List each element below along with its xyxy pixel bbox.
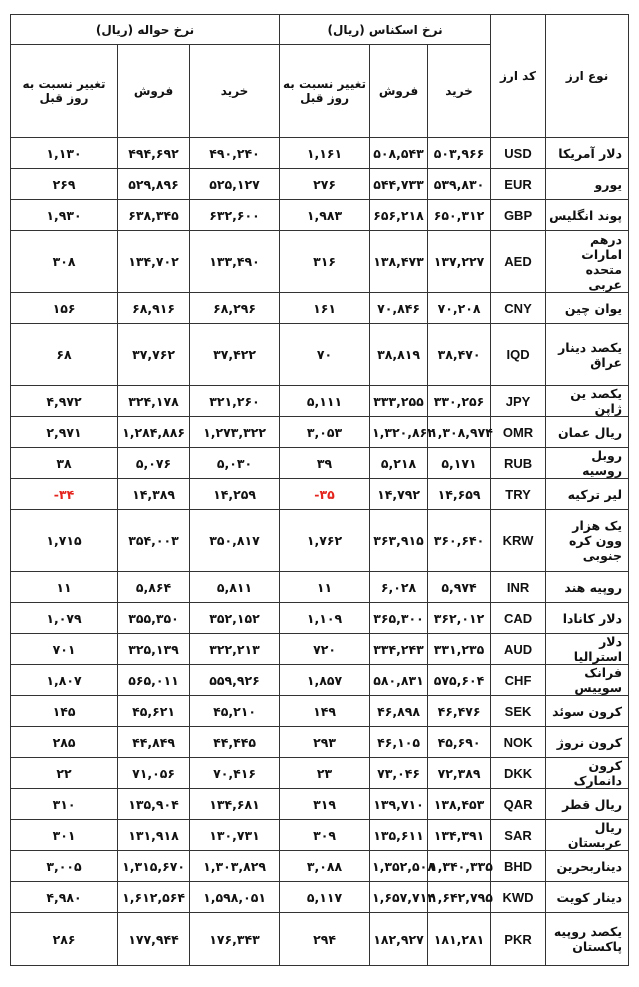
banknote-change-cell: ۵,۱۱۱ bbox=[280, 386, 370, 417]
banknote-sell-cell: ۱۸۲,۹۲۷ bbox=[370, 913, 428, 966]
transfer-sell-cell: ۷۱,۰۵۶ bbox=[118, 758, 190, 789]
header-banknote-rate: نرخ اسکناس (ریال) bbox=[280, 15, 491, 45]
transfer-buy-cell: ۱,۵۹۸,۰۵۱ bbox=[190, 882, 280, 913]
transfer-change-cell: ۱۴۵ bbox=[11, 696, 118, 727]
banknote-sell-cell: ۱,۳۵۲,۵۰۸ bbox=[370, 851, 428, 882]
header-currency-code: کد ارز bbox=[491, 15, 546, 138]
currency-code-cell: DKK bbox=[491, 758, 546, 789]
banknote-change-cell: ۲۳ bbox=[280, 758, 370, 789]
currency-code-cell: GBP bbox=[491, 200, 546, 231]
transfer-change-cell: ۱,۹۳۰ bbox=[11, 200, 118, 231]
table-row bbox=[11, 169, 629, 200]
transfer-sell-cell: ۶۳۸,۳۴۵ bbox=[118, 200, 190, 231]
header-transfer-sell: فروش bbox=[118, 45, 190, 138]
transfer-change-cell: ۳,۰۰۵ bbox=[11, 851, 118, 882]
banknote-change-cell: ۱,۸۵۷ bbox=[280, 665, 370, 696]
transfer-sell-cell: ۵۲۹,۸۹۶ bbox=[118, 169, 190, 200]
currency-name-cell: روبل روسیه bbox=[546, 448, 629, 479]
transfer-sell-cell: ۱۴,۳۸۹ bbox=[118, 479, 190, 510]
banknote-buy-cell: ۱۳۸,۴۵۳ bbox=[428, 789, 491, 820]
transfer-sell-cell: ۳۵۴,۰۰۳ bbox=[118, 510, 190, 572]
transfer-buy-cell: ۱۳۳,۴۹۰ bbox=[190, 231, 280, 293]
banknote-buy-cell: ۱۳۴,۳۹۱ bbox=[428, 820, 491, 851]
header-banknote-buy: خرید bbox=[428, 45, 491, 138]
transfer-change-cell: ۷۰۱ bbox=[11, 634, 118, 665]
banknote-sell-cell: ۷۳,۰۴۶ bbox=[370, 758, 428, 789]
currency-name-cell: یکصد روپیه پاکستان bbox=[546, 913, 629, 966]
banknote-sell-cell: ۳۶۳,۹۱۵ bbox=[370, 510, 428, 572]
banknote-sell-cell: ۴۶,۱۰۵ bbox=[370, 727, 428, 758]
transfer-sell-cell: ۴۹۴,۶۹۲ bbox=[118, 138, 190, 169]
rate-table-body bbox=[11, 138, 629, 966]
banknote-change-cell: ۷۲۰ bbox=[280, 634, 370, 665]
banknote-sell-cell: ۶۵۶,۲۱۸ bbox=[370, 200, 428, 231]
banknote-sell-cell: ۳۶۵,۳۰۰ bbox=[370, 603, 428, 634]
table-row bbox=[11, 634, 629, 665]
table-row bbox=[11, 789, 629, 820]
banknote-sell-cell: ۵۸۰,۸۳۱ bbox=[370, 665, 428, 696]
table-row bbox=[11, 386, 629, 417]
transfer-sell-cell: ۳۲۴,۱۷۸ bbox=[118, 386, 190, 417]
table-row bbox=[11, 572, 629, 603]
banknote-change-cell: ۷۰ bbox=[280, 324, 370, 386]
currency-name-cell: یوان چین bbox=[546, 293, 629, 324]
transfer-buy-cell: ۱,۲۷۳,۳۲۲ bbox=[190, 417, 280, 448]
banknote-buy-cell: ۱۳۷,۲۲۷ bbox=[428, 231, 491, 293]
currency-name-cell: پوند انگلیس bbox=[546, 200, 629, 231]
banknote-sell-cell: ۱۴,۷۹۲ bbox=[370, 479, 428, 510]
transfer-buy-cell: ۷۰,۴۱۶ bbox=[190, 758, 280, 789]
currency-code-cell: JPY bbox=[491, 386, 546, 417]
banknote-buy-cell: ۳۶۰,۶۴۰ bbox=[428, 510, 491, 572]
banknote-sell-cell: ۳۸,۸۱۹ bbox=[370, 324, 428, 386]
table-row bbox=[11, 293, 629, 324]
transfer-buy-cell: ۱۷۶,۳۴۳ bbox=[190, 913, 280, 966]
transfer-sell-cell: ۱,۳۱۵,۶۷۰ bbox=[118, 851, 190, 882]
banknote-sell-cell: ۱,۳۲۰,۸۶۲ bbox=[370, 417, 428, 448]
banknote-change-cell: ۱,۷۶۲ bbox=[280, 510, 370, 572]
banknote-buy-cell: ۷۲,۳۸۹ bbox=[428, 758, 491, 789]
currency-name-cell: یکصد دینار عراق bbox=[546, 324, 629, 386]
currency-name-cell: دیناربحرین bbox=[546, 851, 629, 882]
currency-code-cell: CHF bbox=[491, 665, 546, 696]
transfer-sell-cell: ۱۳۵,۹۰۴ bbox=[118, 789, 190, 820]
transfer-change-cell: ۳۱۰ bbox=[11, 789, 118, 820]
currency-code-cell: INR bbox=[491, 572, 546, 603]
transfer-change-cell: ۲۲ bbox=[11, 758, 118, 789]
currency-name-cell: دلار استرالیا bbox=[546, 634, 629, 665]
currency-code-cell: NOK bbox=[491, 727, 546, 758]
banknote-change-cell: ۲۹۴ bbox=[280, 913, 370, 966]
table-row bbox=[11, 820, 629, 851]
transfer-buy-cell: ۱۳۰,۷۳۱ bbox=[190, 820, 280, 851]
transfer-change-cell: ۳۰۸ bbox=[11, 231, 118, 293]
banknote-buy-cell: ۳۶۲,۰۱۲ bbox=[428, 603, 491, 634]
transfer-change-cell: ۴,۹۷۲ bbox=[11, 386, 118, 417]
transfer-change-cell: -۳۴ bbox=[11, 479, 118, 510]
banknote-buy-cell: ۱,۳۴۰,۳۳۵ bbox=[428, 851, 491, 882]
transfer-sell-cell: ۱۳۱,۹۱۸ bbox=[118, 820, 190, 851]
transfer-sell-cell: ۴۵,۶۲۱ bbox=[118, 696, 190, 727]
currency-code-cell: TRY bbox=[491, 479, 546, 510]
banknote-change-cell: ۳,۰۸۸ bbox=[280, 851, 370, 882]
transfer-buy-cell: ۵,۰۳۰ bbox=[190, 448, 280, 479]
banknote-change-cell: ۱۴۹ bbox=[280, 696, 370, 727]
currency-name-cell: ریال عمان bbox=[546, 417, 629, 448]
transfer-buy-cell: ۱۴,۲۵۹ bbox=[190, 479, 280, 510]
transfer-buy-cell: ۴۴,۴۴۵ bbox=[190, 727, 280, 758]
transfer-buy-cell: ۶۸,۲۹۶ bbox=[190, 293, 280, 324]
transfer-sell-cell: ۵,۸۶۴ bbox=[118, 572, 190, 603]
banknote-buy-cell: ۶۵۰,۳۱۲ bbox=[428, 200, 491, 231]
transfer-change-cell: ۱۵۶ bbox=[11, 293, 118, 324]
currency-code-cell: KWD bbox=[491, 882, 546, 913]
transfer-change-cell: ۴,۹۸۰ bbox=[11, 882, 118, 913]
transfer-change-cell: ۳۸ bbox=[11, 448, 118, 479]
currency-code-cell: EUR bbox=[491, 169, 546, 200]
header-banknote-change: تغییر نسبت به روز قبل bbox=[280, 45, 370, 138]
banknote-buy-cell: ۳۳۰,۲۵۶ bbox=[428, 386, 491, 417]
transfer-change-cell: ۳۰۱ bbox=[11, 820, 118, 851]
transfer-change-cell: ۲,۹۷۱ bbox=[11, 417, 118, 448]
transfer-sell-cell: ۵,۰۷۶ bbox=[118, 448, 190, 479]
transfer-change-cell: ۱,۱۳۰ bbox=[11, 138, 118, 169]
header-banknote-sell: فروش bbox=[370, 45, 428, 138]
currency-code-cell: PKR bbox=[491, 913, 546, 966]
transfer-change-cell: ۲۶۹ bbox=[11, 169, 118, 200]
currency-name-cell: کرون نروژ bbox=[546, 727, 629, 758]
currency-name-cell: روپیه هند bbox=[546, 572, 629, 603]
banknote-buy-cell: ۷۰,۲۰۸ bbox=[428, 293, 491, 324]
banknote-change-cell: ۲۷۶ bbox=[280, 169, 370, 200]
transfer-sell-cell: ۱,۶۱۲,۵۶۴ bbox=[118, 882, 190, 913]
currency-name-cell: کرون دانمارک bbox=[546, 758, 629, 789]
table-row bbox=[11, 231, 629, 293]
header-transfer-change: تغییر نسبت به روز قبل bbox=[11, 45, 118, 138]
currency-code-cell: AUD bbox=[491, 634, 546, 665]
table-row bbox=[11, 758, 629, 789]
banknote-change-cell: ۱,۱۶۱ bbox=[280, 138, 370, 169]
currency-name-cell: دلار کانادا bbox=[546, 603, 629, 634]
currency-code-cell: KRW bbox=[491, 510, 546, 572]
header-currency-type: نوع ارز bbox=[546, 15, 629, 138]
transfer-change-cell: ۲۸۶ bbox=[11, 913, 118, 966]
banknote-buy-cell: ۳۸,۴۷۰ bbox=[428, 324, 491, 386]
transfer-buy-cell: ۱,۳۰۳,۸۲۹ bbox=[190, 851, 280, 882]
transfer-buy-cell: ۶۳۲,۶۰۰ bbox=[190, 200, 280, 231]
transfer-sell-cell: ۱۷۷,۹۴۴ bbox=[118, 913, 190, 966]
transfer-buy-cell: ۵۵۹,۹۲۶ bbox=[190, 665, 280, 696]
banknote-change-cell: ۳۱۶ bbox=[280, 231, 370, 293]
currency-code-cell: QAR bbox=[491, 789, 546, 820]
transfer-sell-cell: ۵۶۵,۰۱۱ bbox=[118, 665, 190, 696]
currency-name-cell: درهم امارات متحده عربی bbox=[546, 231, 629, 293]
table-row bbox=[11, 665, 629, 696]
banknote-sell-cell: ۵,۲۱۸ bbox=[370, 448, 428, 479]
currency-code-cell: IQD bbox=[491, 324, 546, 386]
transfer-sell-cell: ۳۵۵,۳۵۰ bbox=[118, 603, 190, 634]
transfer-sell-cell: ۳۷,۷۶۲ bbox=[118, 324, 190, 386]
transfer-buy-cell: ۵۲۵,۱۲۷ bbox=[190, 169, 280, 200]
table-row bbox=[11, 324, 629, 386]
header-transfer-buy: خرید bbox=[190, 45, 280, 138]
transfer-sell-cell: ۳۲۵,۱۳۹ bbox=[118, 634, 190, 665]
banknote-buy-cell: ۴۵,۶۹۰ bbox=[428, 727, 491, 758]
banknote-buy-cell: ۱,۶۴۲,۷۹۵ bbox=[428, 882, 491, 913]
banknote-buy-cell: ۵,۱۷۱ bbox=[428, 448, 491, 479]
banknote-sell-cell: ۳۳۳,۲۵۵ bbox=[370, 386, 428, 417]
table-row bbox=[11, 479, 629, 510]
transfer-change-cell: ۱,۷۱۵ bbox=[11, 510, 118, 572]
table-row bbox=[11, 510, 629, 572]
banknote-change-cell: ۳۹ bbox=[280, 448, 370, 479]
currency-name-cell: یکصد ین ژاپن bbox=[546, 386, 629, 417]
exchange-rate-table bbox=[10, 14, 629, 966]
currency-code-cell: SEK bbox=[491, 696, 546, 727]
currency-code-cell: OMR bbox=[491, 417, 546, 448]
banknote-change-cell: ۵,۱۱۷ bbox=[280, 882, 370, 913]
table-row bbox=[11, 417, 629, 448]
table-row bbox=[11, 603, 629, 634]
currency-name-cell: فرانک سوییس bbox=[546, 665, 629, 696]
transfer-buy-cell: ۳۷,۴۲۲ bbox=[190, 324, 280, 386]
banknote-buy-cell: ۵۷۵,۶۰۴ bbox=[428, 665, 491, 696]
banknote-change-cell: ۱,۹۸۳ bbox=[280, 200, 370, 231]
banknote-buy-cell: ۱,۳۰۸,۹۷۴ bbox=[428, 417, 491, 448]
banknote-sell-cell: ۷۰,۸۴۶ bbox=[370, 293, 428, 324]
banknote-sell-cell: ۱۳۹,۷۱۰ bbox=[370, 789, 428, 820]
transfer-sell-cell: ۴۴,۸۴۹ bbox=[118, 727, 190, 758]
banknote-buy-cell: ۱۸۱,۲۸۱ bbox=[428, 913, 491, 966]
currency-name-cell: ریال قطر bbox=[546, 789, 629, 820]
banknote-sell-cell: ۶,۰۲۸ bbox=[370, 572, 428, 603]
currency-code-cell: RUB bbox=[491, 448, 546, 479]
currency-name-cell: لیر ترکیه bbox=[546, 479, 629, 510]
currency-name-cell: ریال عربستان bbox=[546, 820, 629, 851]
currency-name-cell: یک هزار وون کره جنوبی bbox=[546, 510, 629, 572]
transfer-sell-cell: ۱۳۴,۷۰۲ bbox=[118, 231, 190, 293]
currency-code-cell: BHD bbox=[491, 851, 546, 882]
banknote-sell-cell: ۵۴۴,۷۳۳ bbox=[370, 169, 428, 200]
transfer-change-cell: ۱,۰۷۹ bbox=[11, 603, 118, 634]
banknote-sell-cell: ۱۳۵,۶۱۱ bbox=[370, 820, 428, 851]
table-row bbox=[11, 448, 629, 479]
banknote-sell-cell: ۳۳۴,۲۴۳ bbox=[370, 634, 428, 665]
table-row bbox=[11, 696, 629, 727]
banknote-change-cell: ۳۱۹ bbox=[280, 789, 370, 820]
banknote-buy-cell: ۵,۹۷۴ bbox=[428, 572, 491, 603]
table-row bbox=[11, 851, 629, 882]
banknote-sell-cell: ۵۰۸,۵۴۳ bbox=[370, 138, 428, 169]
banknote-sell-cell: ۱,۶۵۷,۷۱۴ bbox=[370, 882, 428, 913]
currency-name-cell: یورو bbox=[546, 169, 629, 200]
header-transfer-rate: نرخ حواله (ریال) bbox=[11, 15, 280, 45]
table-row bbox=[11, 200, 629, 231]
banknote-change-cell: ۱,۱۰۹ bbox=[280, 603, 370, 634]
transfer-buy-cell: ۵,۸۱۱ bbox=[190, 572, 280, 603]
currency-name-cell: دینار کویت bbox=[546, 882, 629, 913]
banknote-change-cell: ۲۹۳ bbox=[280, 727, 370, 758]
currency-code-cell: SAR bbox=[491, 820, 546, 851]
currency-code-cell: AED bbox=[491, 231, 546, 293]
table-row bbox=[11, 138, 629, 169]
transfer-buy-cell: ۴۵,۲۱۰ bbox=[190, 696, 280, 727]
transfer-buy-cell: ۳۲۱,۲۶۰ bbox=[190, 386, 280, 417]
transfer-buy-cell: ۳۵۲,۱۵۲ bbox=[190, 603, 280, 634]
transfer-change-cell: ۶۸ bbox=[11, 324, 118, 386]
transfer-sell-cell: ۶۸,۹۱۶ bbox=[118, 293, 190, 324]
table-row bbox=[11, 913, 629, 966]
transfer-buy-cell: ۱۳۴,۶۸۱ bbox=[190, 789, 280, 820]
banknote-change-cell: ۳,۰۵۳ bbox=[280, 417, 370, 448]
transfer-change-cell: ۱۱ bbox=[11, 572, 118, 603]
banknote-change-cell: ۱۱ bbox=[280, 572, 370, 603]
transfer-change-cell: ۲۸۵ bbox=[11, 727, 118, 758]
transfer-buy-cell: ۳۵۰,۸۱۷ bbox=[190, 510, 280, 572]
banknote-sell-cell: ۱۳۸,۴۷۳ bbox=[370, 231, 428, 293]
banknote-sell-cell: ۴۶,۸۹۸ bbox=[370, 696, 428, 727]
banknote-buy-cell: ۱۴,۶۵۹ bbox=[428, 479, 491, 510]
exchange-rate-table-container bbox=[10, 14, 628, 966]
currency-name-cell: دلار آمریکا bbox=[546, 138, 629, 169]
currency-code-cell: CNY bbox=[491, 293, 546, 324]
banknote-buy-cell: ۵۳۹,۸۳۰ bbox=[428, 169, 491, 200]
currency-code-cell: CAD bbox=[491, 603, 546, 634]
banknote-change-cell: ۱۶۱ bbox=[280, 293, 370, 324]
transfer-buy-cell: ۳۲۲,۲۱۳ bbox=[190, 634, 280, 665]
banknote-buy-cell: ۴۶,۴۷۶ bbox=[428, 696, 491, 727]
currency-name-cell: کرون سوئد bbox=[546, 696, 629, 727]
table-row bbox=[11, 727, 629, 758]
transfer-sell-cell: ۱,۲۸۴,۸۸۶ bbox=[118, 417, 190, 448]
banknote-change-cell: ۳۰۹ bbox=[280, 820, 370, 851]
banknote-buy-cell: ۳۳۱,۲۳۵ bbox=[428, 634, 491, 665]
transfer-buy-cell: ۴۹۰,۲۴۰ bbox=[190, 138, 280, 169]
transfer-change-cell: ۱,۸۰۷ bbox=[11, 665, 118, 696]
banknote-buy-cell: ۵۰۳,۹۶۶ bbox=[428, 138, 491, 169]
banknote-change-cell: -۳۵ bbox=[280, 479, 370, 510]
currency-code-cell: USD bbox=[491, 138, 546, 169]
table-row bbox=[11, 882, 629, 913]
